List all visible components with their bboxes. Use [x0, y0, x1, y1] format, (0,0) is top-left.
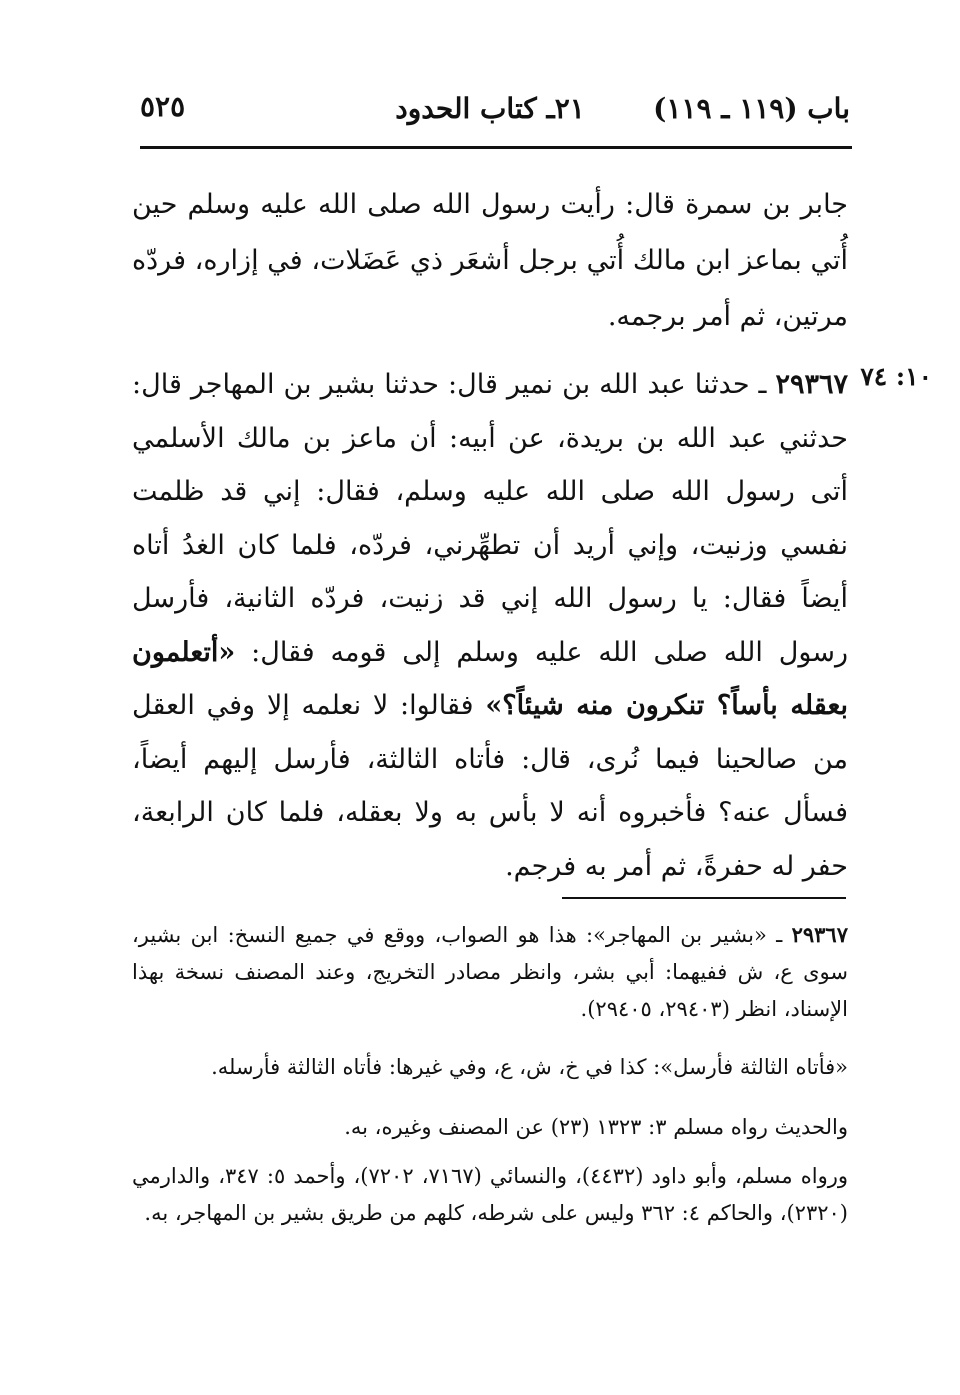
footnote-number: ٢٩٣٦٧ [791, 922, 848, 947]
margin-reference: ١٠: ٧٤ [860, 362, 932, 391]
footnote-1-text: ـ «بشير بن المهاجر»: هذا هو الصواب، ووقع في جميع النسخ: ابن بشير، سوى ع، ش ففيهما: أبي بشر، وانظر مصادر التخريج، وعند المصنف نسخة بهذا الإسناد، انظر (٢٩٤٠٣، ٢٩٤٠٥). [132, 923, 848, 1021]
hadith-number: ٢٩٣٦٧ [775, 369, 848, 400]
continuation-paragraph: جابر بن سمرة قال: رأيت رسول الله صلى الله عليه وسلم حين أُتي بماعز ابن مالك أُتي برجل أشعَر ذي عَضَلات، في إزاره، فردّه مرتين، ثم أمر برجمه. [132, 189, 848, 332]
footnote-1 [132, 916, 848, 1028]
hadith-text-before: ـ حدثنا عبد الله بن نمير قال: حدثنا بشير بن المهاجر قال: حدثني عبد الله بن بريدة، عن أبيه: أن ماعز بن مالك الأسلمي أتى رسول الله صلى الله عليه وسلم، فقال: إني قد ظلمت نفسي وزنيت، وإني أريد أن تطهِّرني، فردّه، فلما كان الغدُ أتاه أيضاً فقال: يا رسول الله إني قد زنيت، فردّه الثانية، فأرسل رسول الله صلى الله عليه وسلم إلى قومه فقال: [132, 369, 848, 668]
hadith-quote: «أتعلمون بعقله بأساً؟ تنكرون منه شيئاً؟» [132, 636, 849, 721]
chapter-title: باب (١١٩ ـ ١١٩) [653, 92, 850, 125]
footnote-3: والحديث رواه مسلم ٣: ١٣٢٣ (٢٣) عن المصنف وغيره، به. [344, 1115, 848, 1139]
footnote-4: ورواه مسلم، وأبو داود (٤٤٣٢)، والنسائي (٧١٦٧، ٧٢٠٢)، وأحمد ٥: ٣٤٧، والدارمي (٢٣٢٠)، والحاكم ٤: ٣٦٢ وليس على شرطه، كلهم من طريق بشير بن المهاجر، به. [132, 1164, 848, 1225]
footnote-rule [562, 897, 846, 899]
book-title: ٢١ـ كتاب الحدود [395, 92, 585, 125]
hadith-paragraph [132, 358, 848, 893]
footnote-2: «فأتاه الثالثة فأرسل»: كذا في خ، ش، ع، وفي غيرها: فأتاه الثالثة فأرسله. [211, 1055, 848, 1079]
hadith-text-after: فقالوا: لا نعلمه إلا وفي العقل من صالحينا فيما نُرى، قال: فأتاه الثالثة، فأرسل إليهم أيضاً، فسأل عنه؟ فأخبروه أنه لا بأس به ولا بعقله، فلما كان الرابعة، حفر له حفرةً، ثم أمر به فرجم. [132, 690, 848, 882]
running-header [130, 92, 850, 136]
page-number: ٥٢٥ [140, 90, 186, 123]
header-rule [140, 146, 852, 149]
